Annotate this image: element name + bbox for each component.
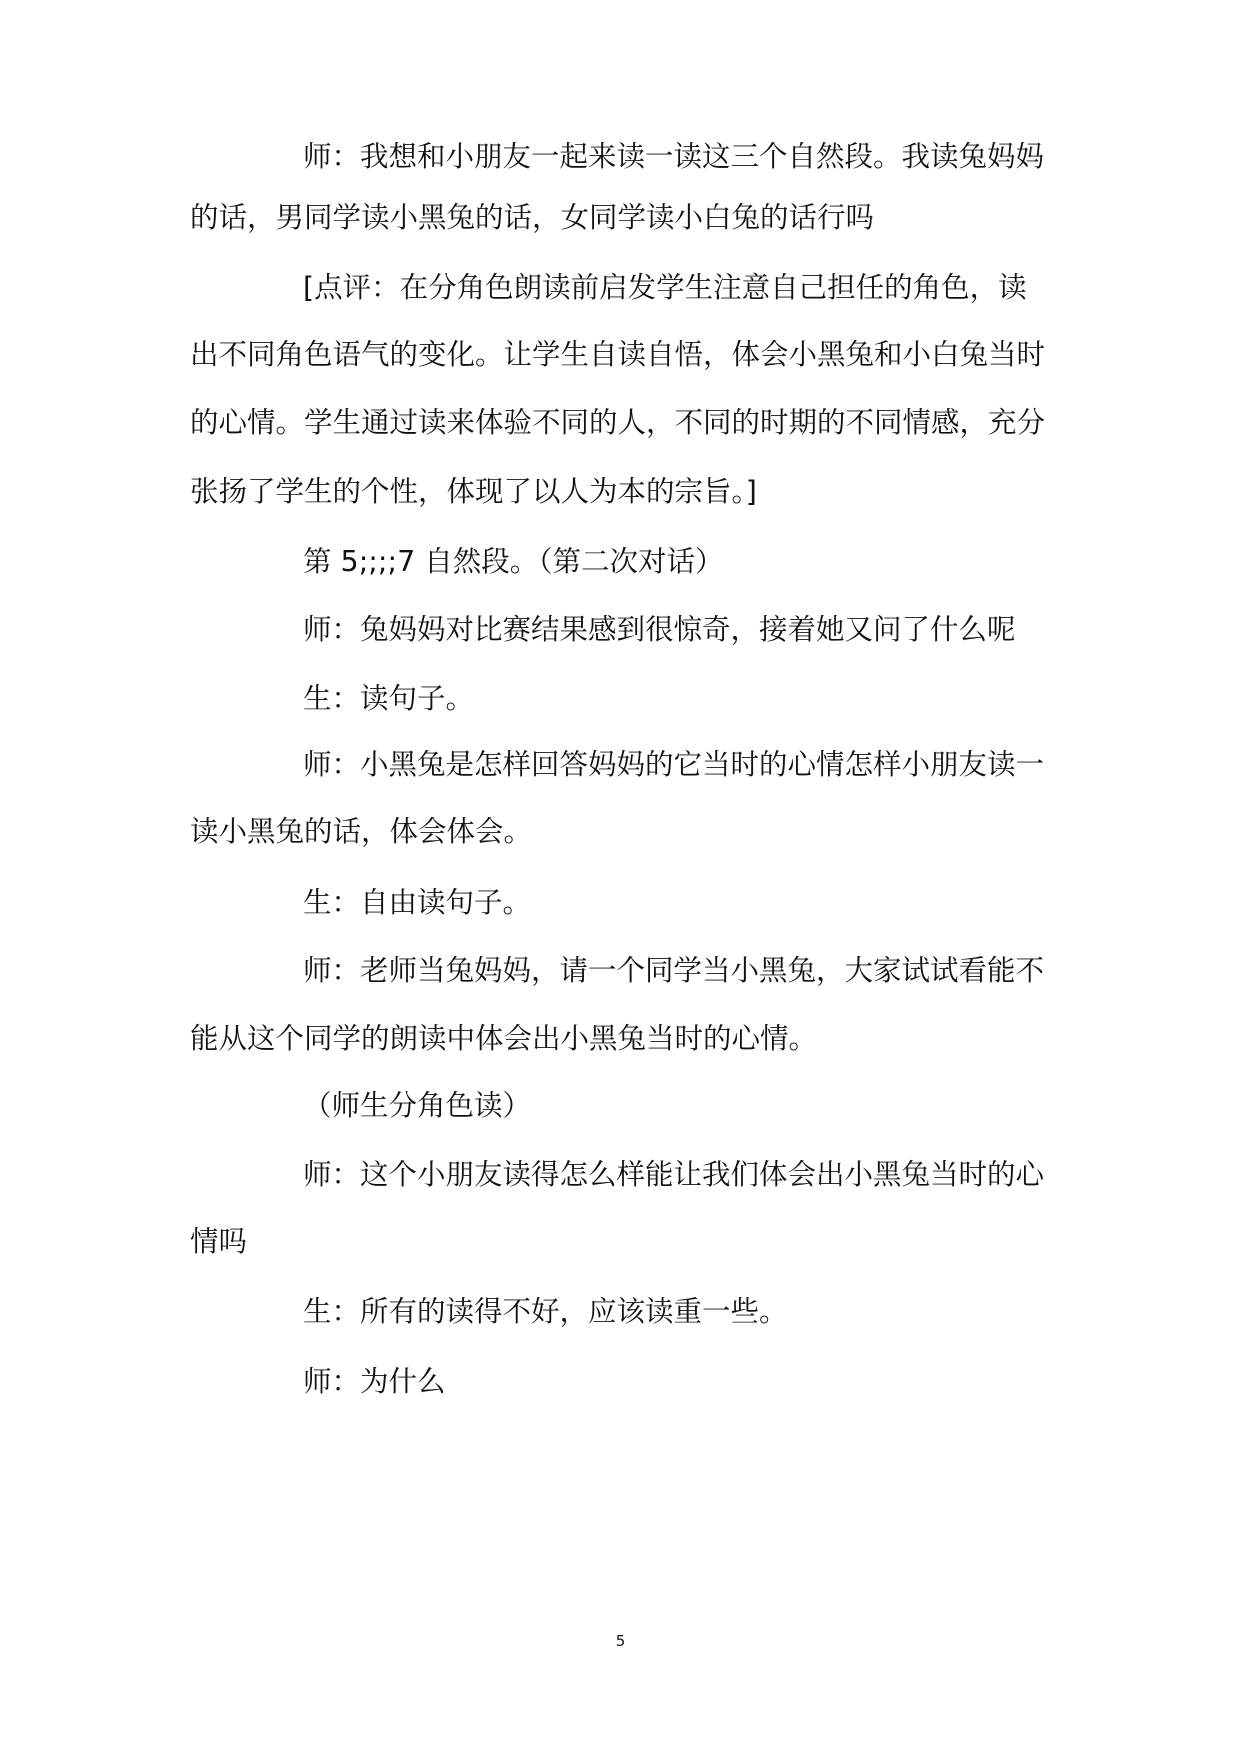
text-line: [点评：在分角色朗读前启发学生注意自己担任的角色，读	[303, 271, 1027, 304]
text-line: 师：老师当兔妈妈，请一个同学当小黑兔，大家试试看能不	[303, 954, 1045, 987]
text-line: 生：自由读句子。	[303, 886, 532, 919]
text-line: （师生分角色读）	[303, 1089, 532, 1122]
text-line: 的话，男同学读小黑兔的话，女同学读小白兔的话行吗	[190, 201, 875, 234]
text-line: 师：小黑兔是怎样回答妈妈的它当时的心情怎样小朋友读一	[303, 748, 1045, 781]
text-line: 师：这个小朋友读得怎么样能让我们体会出小黑兔当时的心	[303, 1158, 1045, 1191]
text-line: 读小黑兔的话，体会体会。	[190, 815, 533, 848]
text-line: 生：读句子。	[303, 682, 475, 715]
text-line: 师：兔妈妈对比赛结果感到很惊奇，接着她又问了什么呢	[303, 613, 1016, 646]
text-line: 能从这个同学的朗读中体会出小黑兔当时的心情。	[190, 1022, 818, 1055]
page-number: 5	[615, 1632, 626, 1650]
text-line: 生：所有的读得不好，应该读重一些。	[303, 1295, 788, 1328]
text-line: 师：为什么	[303, 1365, 446, 1398]
text-line: 的心情。学生通过读来体验不同的人，不同的时期的不同情感，充分	[190, 406, 1046, 439]
text-line: 出不同角色语气的变化。让学生自读自悟，体会小黑兔和小白兔当时	[190, 338, 1046, 371]
text-line: 张扬了学生的个性，体现了以人为本的宗旨。]	[190, 475, 757, 508]
text-line: 情吗	[190, 1225, 248, 1258]
text-line: 师：我想和小朋友一起来读一读这三个自然段。我读兔妈妈	[303, 140, 1045, 173]
text-line: 第 5;;;;7 自然段。（第二次对话）	[303, 545, 724, 578]
